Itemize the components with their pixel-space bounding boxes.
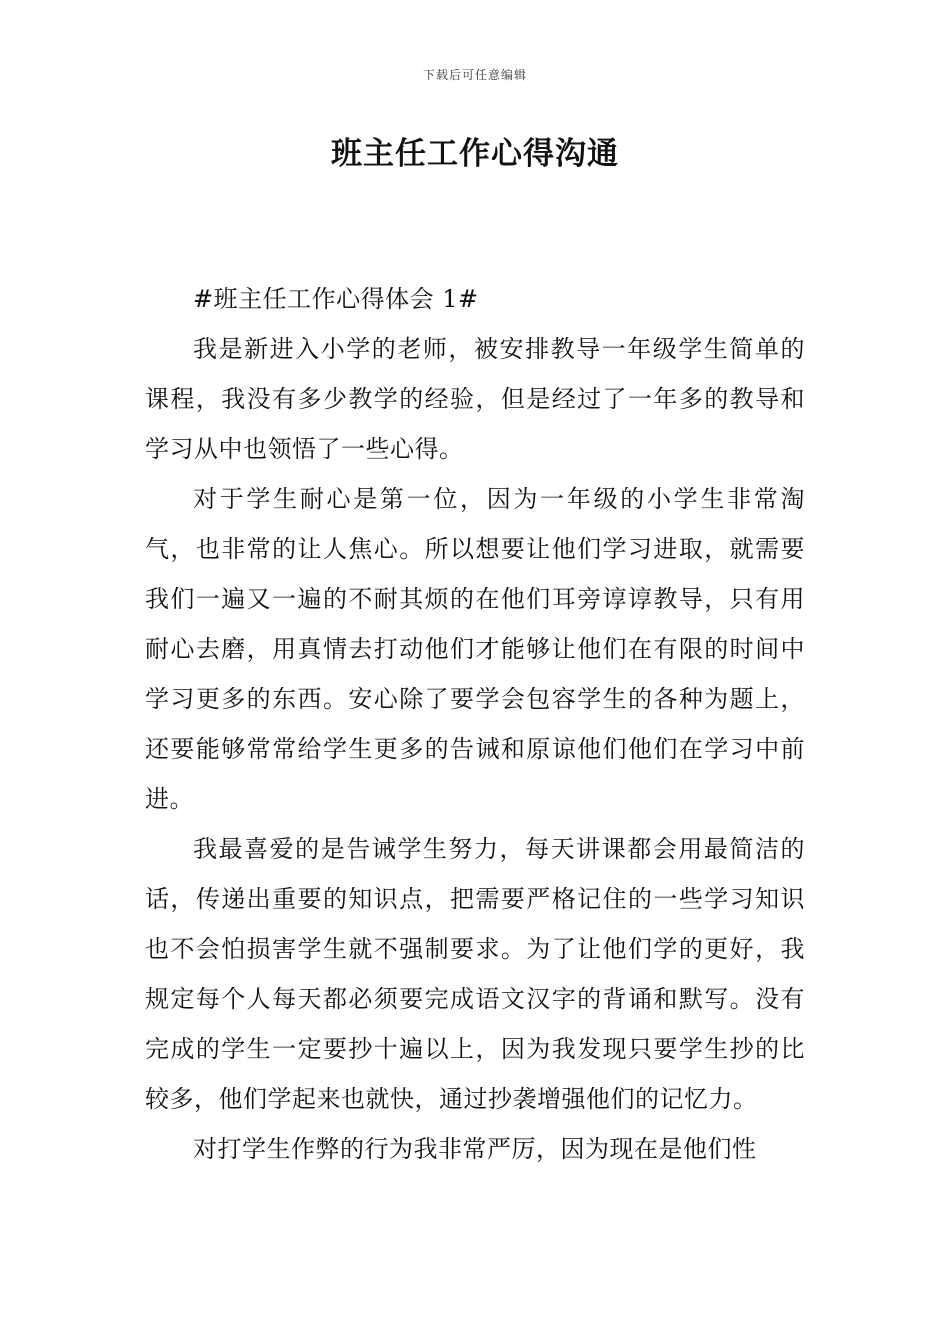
paragraph-3: 我最喜爱的是告诫学生努力，每天讲课都会用最简洁的话，传递出重要的知识点，把需要严格记住的一些学习知识也不会怕损害学生就不强制要求。为了让他们学的更好，我规定每个人每天都必须要完成语文汉字的背诵和默写。没有完成的学生一定要抄十遍以上，因为我发现只要学生抄的比较多，他们学起来也就快，通过抄袭增强他们的记忆力。 xyxy=(145,835,805,1113)
document-body xyxy=(145,274,805,1174)
page-header-note: 下载后可任意编辑 xyxy=(422,68,527,82)
document-title: 班主任工作心得沟通 xyxy=(331,136,619,172)
paragraph-4: 对打学生作弊的行为我非常严厉，因为现在是他们性 xyxy=(193,1135,757,1163)
paragraph-1: 我是新进入小学的老师，被安排教导一年级学生简单的课程，我没有多少教学的经验，但是经过了一年多的教导和学习从中也领悟了一些心得。 xyxy=(145,335,805,463)
paragraph-2: 对于学生耐心是第一位，因为一年级的小学生非常淘气，也非常的让人焦心。所以想要让他们学习进取，就需要我们一遍又一遍的不耐其烦的在他们耳旁谆谆教导，只有用耐心去磨，用真情去打动他们才能够让他们在有限的时间中学习更多的东西。安心除了要学会包容学生的各种为题上，还要能够常常给学生更多的告诫和原谅他们他们在学习中前进。 xyxy=(145,485,805,813)
section-heading: #班主任工作心得体会 1# xyxy=(193,285,479,313)
